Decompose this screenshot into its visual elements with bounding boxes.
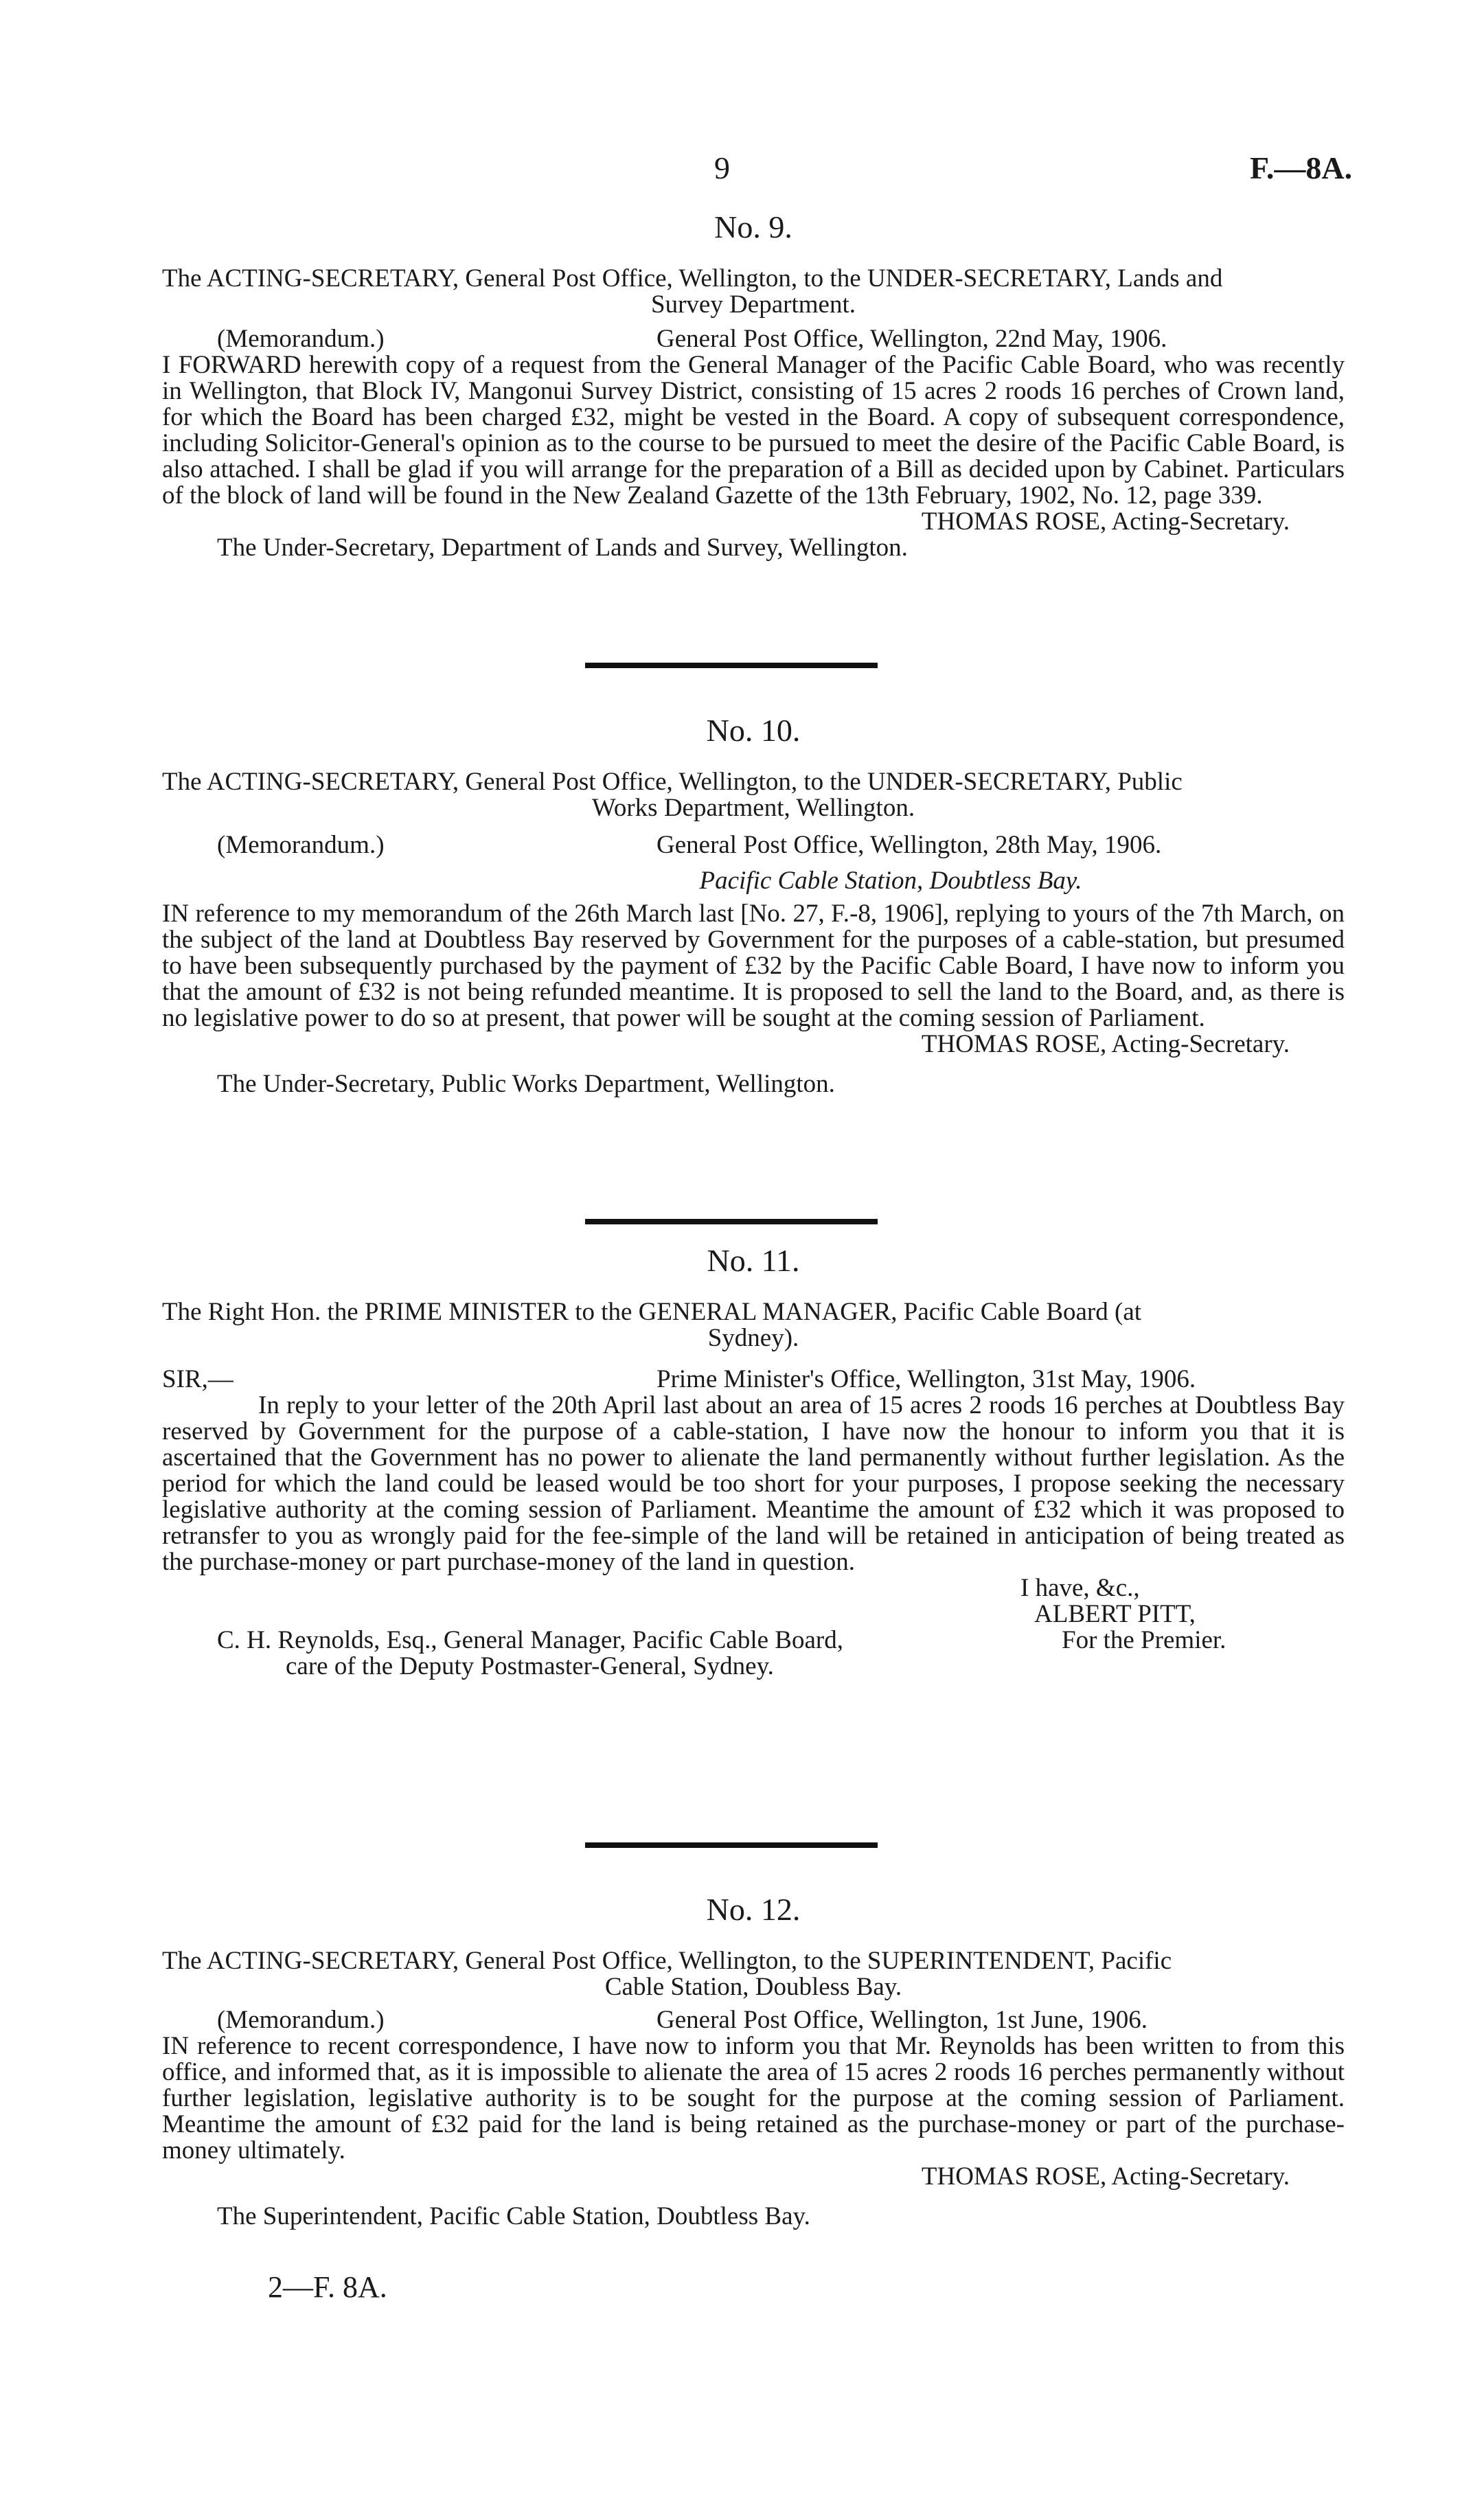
salutation: SIR,— [162,1365,233,1393]
address-line: The ACTING-SECRETARY, General Post Office, Wellington, to the UNDER-SECRETARY, Lands and [162,264,1223,293]
letter-address [162,1299,1345,1351]
letter-signature: THOMAS ROSE, Acting-Secretary. [921,1030,1290,1058]
letter-recipient: The Superintendent, Pacific Cable Station, Doubtless Bay. [217,2202,810,2230]
letter-recipient: The Under-Secretary, Public Works Department, Wellington. [217,1070,835,1098]
memo-label: (Memorandum.) [217,831,385,859]
letter-no11 [162,1243,1345,1680]
letter-address [162,266,1345,318]
memo-label: (Memorandum.) [217,325,385,353]
letter-body: IN reference to recent correspondence, I have now to inform you that Mr. Reynolds has been written to from this office, and informed that, as it is impossible to alienate the area of 15 acres 2 roods 16 perches permanently without further legislation, legislative authority is to be sought for the purpose at the coming session of Parliament. Meantime the amount of £32 paid for the land is being retained as the purchase-money or part of the purchase-money ultimately. [162,2032,1345,2164]
letter-subject: Pacific Cable Station, Doubtless Bay. [699,867,1082,895]
document-reference: F.—8A. [1250,150,1353,185]
memo-label: (Memorandum.) [217,2006,385,2034]
signer-role: For the Premier. [1062,1626,1226,1654]
signature-mark: 2—F. 8A. [268,2270,387,2304]
letter-body: I FORWARD herewith copy of a request from the General Manager of the Pacific Cable Board, who was recently in Wellington, that Block IV, Mangonui Survey District, consisting of 15 acres 2 roods 16 perches of Crown land, for which the Board has been charged £32, might be vested in the Board. A copy of subsequent correspondence, including Solicitor-General's opinion as to the course to be pursued to meet the desire of the Pacific Cable Board, is also attached. I shall be glad if you will arrange for the preparation of a Bill as decided upon by Cabinet. Particulars of the block of land will be found in the New Zealand Gazette of the 13th February, 1902, No. 12, page 339. [162,351,1345,510]
letter-meta [162,1367,1345,1393]
address-line: The ACTING-SECRETARY, General Post Office, Wellington, to the UNDER-SECRETARY, Public [162,768,1183,796]
letter-no10 [162,713,1345,1097]
letter-dateline: General Post Office, Wellington, 1st June, 1906. [657,2006,1148,2034]
letter-dateline: General Post Office, Wellington, 22nd May, 1906. [657,325,1167,353]
address-line-continued: Cable Station, Doubless Bay. [604,1973,902,2001]
address-line: The Right Hon. the PRIME MINISTER to the GENERAL MANAGER, Pacific Cable Board (at [162,1298,1142,1326]
letter-closing: I have, &c., [1020,1574,1140,1602]
letter-meta [217,2007,1345,2033]
letter-recipient: C. H. Reynolds, Esq., General Manager, Pacific Cable Board, [217,1626,843,1654]
letter-meta [217,832,1345,858]
letter-address [162,769,1345,821]
letter-recipient-care-of: care of the Deputy Postmaster-General, Sydney. [286,1652,774,1680]
letter-recipient: The Under-Secretary, Department of Lands and Survey, Wellington. [217,534,908,562]
section-divider [585,1842,878,1848]
letter-number: No. 9. [714,209,792,244]
address-line: The ACTING-SECRETARY, General Post Office, Wellington, to the SUPERINTENDENT, Pacific [162,1947,1172,1975]
section-divider [585,1219,878,1224]
letter-number: No. 12. [706,1892,801,1927]
letter-signer: ALBERT PITT, [1034,1600,1196,1628]
address-line-continued: Sydney). [707,1324,799,1352]
letter-address [162,1948,1345,2000]
section-divider [585,663,878,668]
letter-no12 [162,1892,1345,2230]
letter-number: No. 10. [706,713,801,748]
recipient-row [217,1627,1345,1654]
letter-signature: THOMAS ROSE, Acting-Secretary. [921,2162,1290,2191]
address-line-continued: Works Department, Wellington. [591,794,915,822]
letter-dateline: General Post Office, Wellington, 28th May, 1906. [657,831,1162,859]
page-number: 9 [714,150,730,185]
letter-no9 [162,209,1345,561]
letter-meta [217,326,1345,352]
letter-body: In reply to your letter of the 20th April last about an area of 15 acres 2 roods 16 perches at Doubtless Bay reserved by Government for the purpose of a cable-station, I have now the honour to inform you that it is ascertained that the Government has no power to alienate the land permanently without further legislation. As the period for which the land could be leased would be too short for your purposes, I propose seeking the necessary legislative authority at the coming session of Parliament. Meantime the amount of £32 which it was proposed to retransfer to you as wrongly paid for the fee-simple of the land will be retained in anticipation of being treated as the purchase-money or part purchase-money of the land in question. [162,1391,1345,1576]
letter-body: IN reference to my memorandum of the 26th March last [No. 27, F.-8, 1906], replying to yours of the 7th March, on the subject of the land at Doubtless Bay reserved by Government for the purposes of a cable-station, but presumed to have been subsequently purchased by the payment of £32 by the Pacific Cable Board, I have now to inform you that the amount of £32 is not being refunded meantime. It is proposed to sell the land to the Board, and, as there is no legislative power to do so at present, that power will be sought at the coming session of Parliament. [162,900,1345,1032]
letter-dateline: Prime Minister's Office, Wellington, 31st May, 1906. [657,1365,1196,1393]
address-line-continued: Survey Department. [651,290,856,319]
letter-number: No. 11. [707,1243,800,1278]
letter-signature: THOMAS ROSE, Acting-Secretary. [921,507,1290,536]
